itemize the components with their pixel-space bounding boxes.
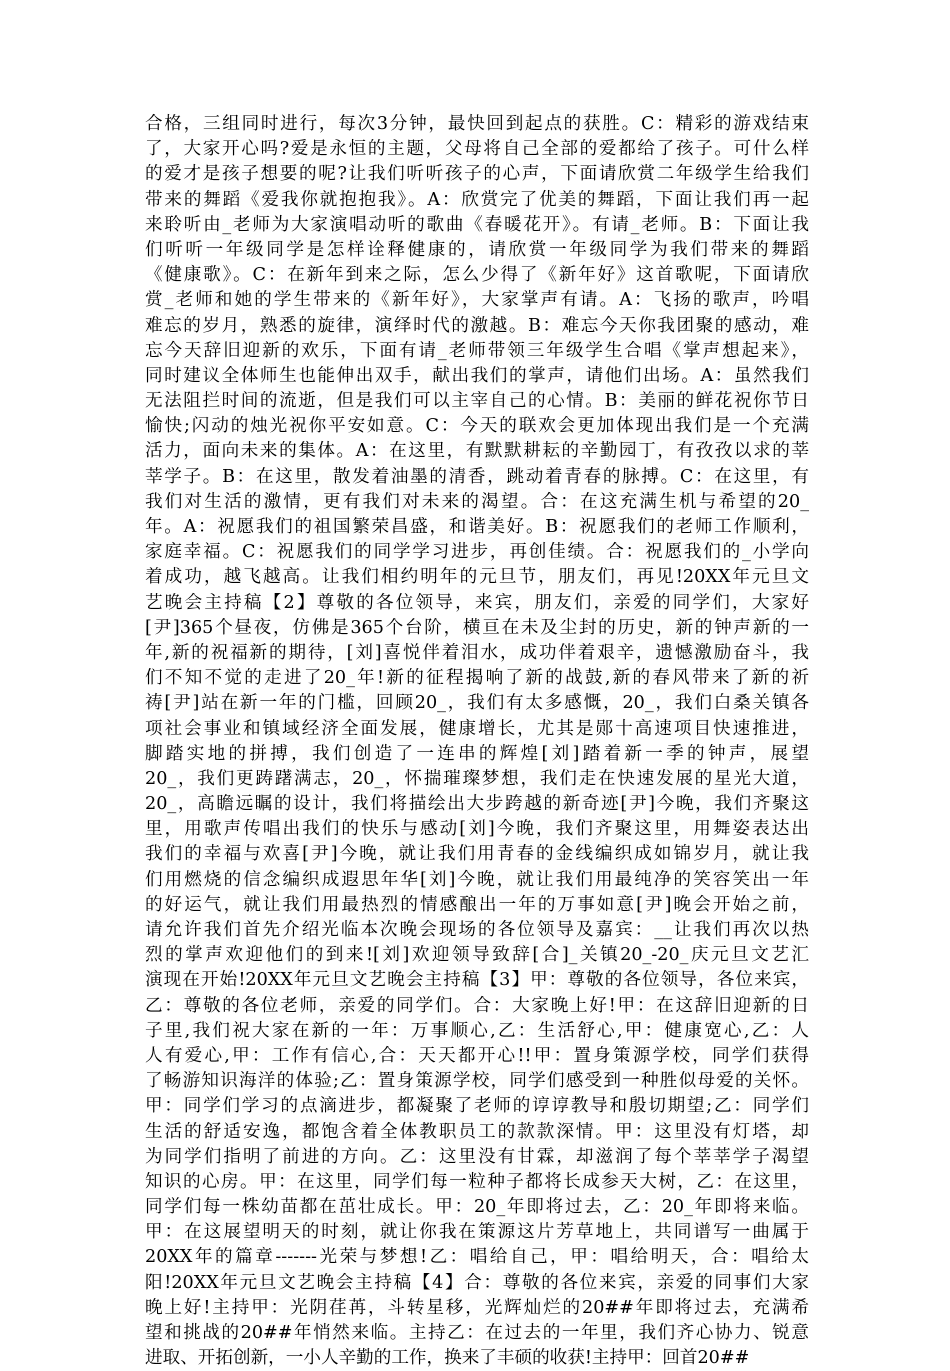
text-line: 里，用歌声传唱出我们的快乐与感动[刘]今晚，我们齐聚这里，用舞姿表达出 [145, 819, 809, 840]
text-line: 无法阻拦时间的流逝，但是我们可以主宰自己的心情。B：美丽的鲜花祝你节日 [145, 391, 809, 412]
text-line: 们用燃烧的信念编织成遐思年华[刘]今晚，就让我们用最纯净的笑容笑出一年 [145, 869, 809, 890]
text-line: 请允许我们首先介绍光临本次晚会现场的各位领导及嘉宾：__让我们再次以热 [145, 920, 809, 940]
text-line: 知识的心房。甲：在这里，同学们每一粒种子都将长成参天大树，乙：在这里， [145, 1171, 809, 1192]
text-line: 合格，三组同时进行，每次3分钟，最快回到起点的获胜。C：精彩的游戏结束 [145, 114, 809, 134]
text-line: 年,新的祝福新的期待，[刘]喜悦伴着泪水，成功伴着艰辛，遗憾激励奋斗，我 [145, 642, 809, 663]
text-line: 《健康歌》。C：在新年到来之际，怎么少得了《新年好》这首歌呢，下面请欣 [145, 265, 809, 286]
text-line: 我们对生活的激情，更有我们对未来的渴望。合：在这充满生机与希望的20_ [145, 491, 809, 512]
document-body [145, 112, 809, 1371]
text-line: 的爱才是孩子想要的呢?让我们听听孩子的心声，下面请欣赏二年级学生给我们 [145, 164, 809, 185]
text-line: 晚上好!主持甲：光阴荏苒，斗转星移，光辉灿烂的20##年即将过去，充满希 [145, 1297, 809, 1318]
text-line: 赏_老师和她的学生带来的《新年好》，大家掌声有请。A：飞扬的歌声，吟唱 [145, 290, 809, 311]
text-line: 20XX年的篇章-------光荣与梦想!乙：唱给自己，甲：唱给明天，合：唱给太 [145, 1247, 809, 1268]
text-line: 进取、开拓创新，一小人辛勤的工作，换来了丰硕的收获!主持甲：回首20## [145, 1348, 750, 1369]
text-line: 艺晚会主持稿【2】尊敬的各位领导，来宾，朋友们，亲爱的同学们，大家好 [145, 592, 809, 613]
text-line: 难忘的岁月，熟悉的旋律，演绎时代的激越。B：难忘今天你我团聚的感动，难 [145, 315, 809, 336]
text-line: 为同学们指明了前进的方向。乙：这里没有甘霖，却滋润了每个莘莘学子渴望 [145, 1146, 809, 1167]
text-line: 同学们每一株幼苗都在茁壮成长。甲：20_年即将过去，乙：20_年即将来临。 [145, 1197, 809, 1218]
text-line: 演现在开始!20XX年元旦文艺晚会主持稿【3】甲：尊敬的各位领导，各位来宾， [145, 970, 809, 991]
text-line: 着成功，越飞越高。让我们相约明年的元旦节，朋友们，再见!20XX年元旦文 [145, 567, 809, 588]
text-line: 乙：尊敬的各位老师，亲爱的同学们。合：大家晚上好!甲：在这辞旧迎新的日 [145, 995, 809, 1016]
text-line: 家庭幸福。C：祝愿我们的同学学习进步，再创佳绩。合：祝愿我们的_小学向 [145, 542, 809, 563]
text-line: 忘今天辞旧迎新的欢乐，下面有请_老师带领三年级学生合唱《掌声想起来》， [145, 340, 809, 361]
text-line: [尹]365个昼夜，仿佛是365个台阶，横亘在未及尘封的历史，新的钟声新的一 [145, 617, 809, 638]
text-line: 同时建议全体师生也能伸出双手，献出我们的掌声，请他们出场。A：虽然我们 [145, 365, 809, 386]
text-line: 脚踏实地的拼搏，我们创造了一连串的辉煌[刘]踏着新一季的钟声，展望 [145, 743, 809, 764]
text-line: 了畅游知识海洋的体验;乙：置身策源学校，同学们感受到一种胜似母爱的关怀。 [145, 1071, 809, 1092]
text-line: 生活的舒适安逸，都饱含着全体教职员工的款款深情。甲：这里没有灯塔，却 [145, 1121, 809, 1142]
text-line: 甲：同学们学习的点滴进步，都凝聚了老师的谆谆教导和殷切期望;乙：同学们 [145, 1096, 809, 1117]
text-line: 项社会事业和镇域经济全面发展，健康增长，尤其是郧十高速项目快速推进， [145, 718, 809, 739]
text-line: 愉快;闪动的烛光祝你平安如意。C：今天的联欢会更加体现出我们是一个充满 [145, 416, 809, 437]
text-line: 莘学子。B：在这里，散发着油墨的清香，跳动着青春的脉搏。C：在这里，有 [145, 466, 809, 487]
text-line: 年。A：祝愿我们的祖国繁荣昌盛，和谐美好。B：祝愿我们的老师工作顺利， [145, 517, 809, 537]
text-line: 来聆听由_老师为大家演唱动听的歌曲《春暖花开》。有请_老师。B：下面让我 [145, 214, 809, 235]
text-line: 20_，高瞻远瞩的设计，我们将描绘出大步跨越的新奇迹[尹]今晚，我们齐聚这 [145, 794, 809, 815]
text-line: 烈的掌声欢迎他们的到来![刘]欢迎领导致辞[合]_关镇20_-20_庆元旦文艺汇 [145, 945, 809, 966]
text-line: 20_，我们更踌躇满志，20_，怀揣璀璨梦想，我们走在快速发展的星光大道， [145, 768, 809, 789]
text-line: 甲：在这展望明天的时刻，就让你我在策源这片芳草地上，共同谱写一曲属于 [145, 1222, 809, 1243]
text-line: 祷[尹]站在新一年的门槛，回顾20_，我们有太多感慨，20_，我们白桑关镇各 [145, 693, 809, 714]
text-line: 了，大家开心吗?爱是永恒的主题，父母将自己全部的爱都给了孩子。可什么样 [145, 139, 809, 160]
text-line: 人有爱心,甲：工作有信心,合：天天都开心!!甲：置身策源学校，同学们获得 [145, 1045, 809, 1066]
text-line: 望和挑战的20##年悄然来临。主持乙：在过去的一年里，我们齐心协力、锐意 [145, 1323, 809, 1343]
text-line: 活力，面向未来的集体。A：在这里，有默默耕耘的辛勤园丁，有孜孜以求的莘 [145, 441, 809, 462]
text-line: 的好运气，就让我们用最热烈的情感酿出一年的万事如意[尹]晚会开始之前， [145, 894, 809, 915]
text-line: 我们的幸福与欢喜[尹]今晚，就让我们用青春的金线编织成如锦岁月，就让我 [145, 844, 809, 865]
text-line: 们不知不觉的走进了20_年!新的征程揭响了新的战鼓,新的春风带来了新的祈 [145, 668, 809, 689]
text-line: 们听听一年级同学是怎样诠释健康的，请欣赏一年级同学为我们带来的舞蹈 [145, 239, 809, 260]
text-line: 子里,我们祝大家在新的一年：万事顺心,乙：生活舒心,甲：健康宽心,乙：人 [145, 1020, 809, 1041]
text-line: 阳!20XX年元旦文艺晚会主持稿【4】合：尊敬的各位来宾，亲爱的同事们大家 [145, 1272, 809, 1293]
text-line: 带来的舞蹈《爱我你就抱抱我》。A：欣赏完了优美的舞蹈，下面让我们再一起 [145, 189, 809, 210]
